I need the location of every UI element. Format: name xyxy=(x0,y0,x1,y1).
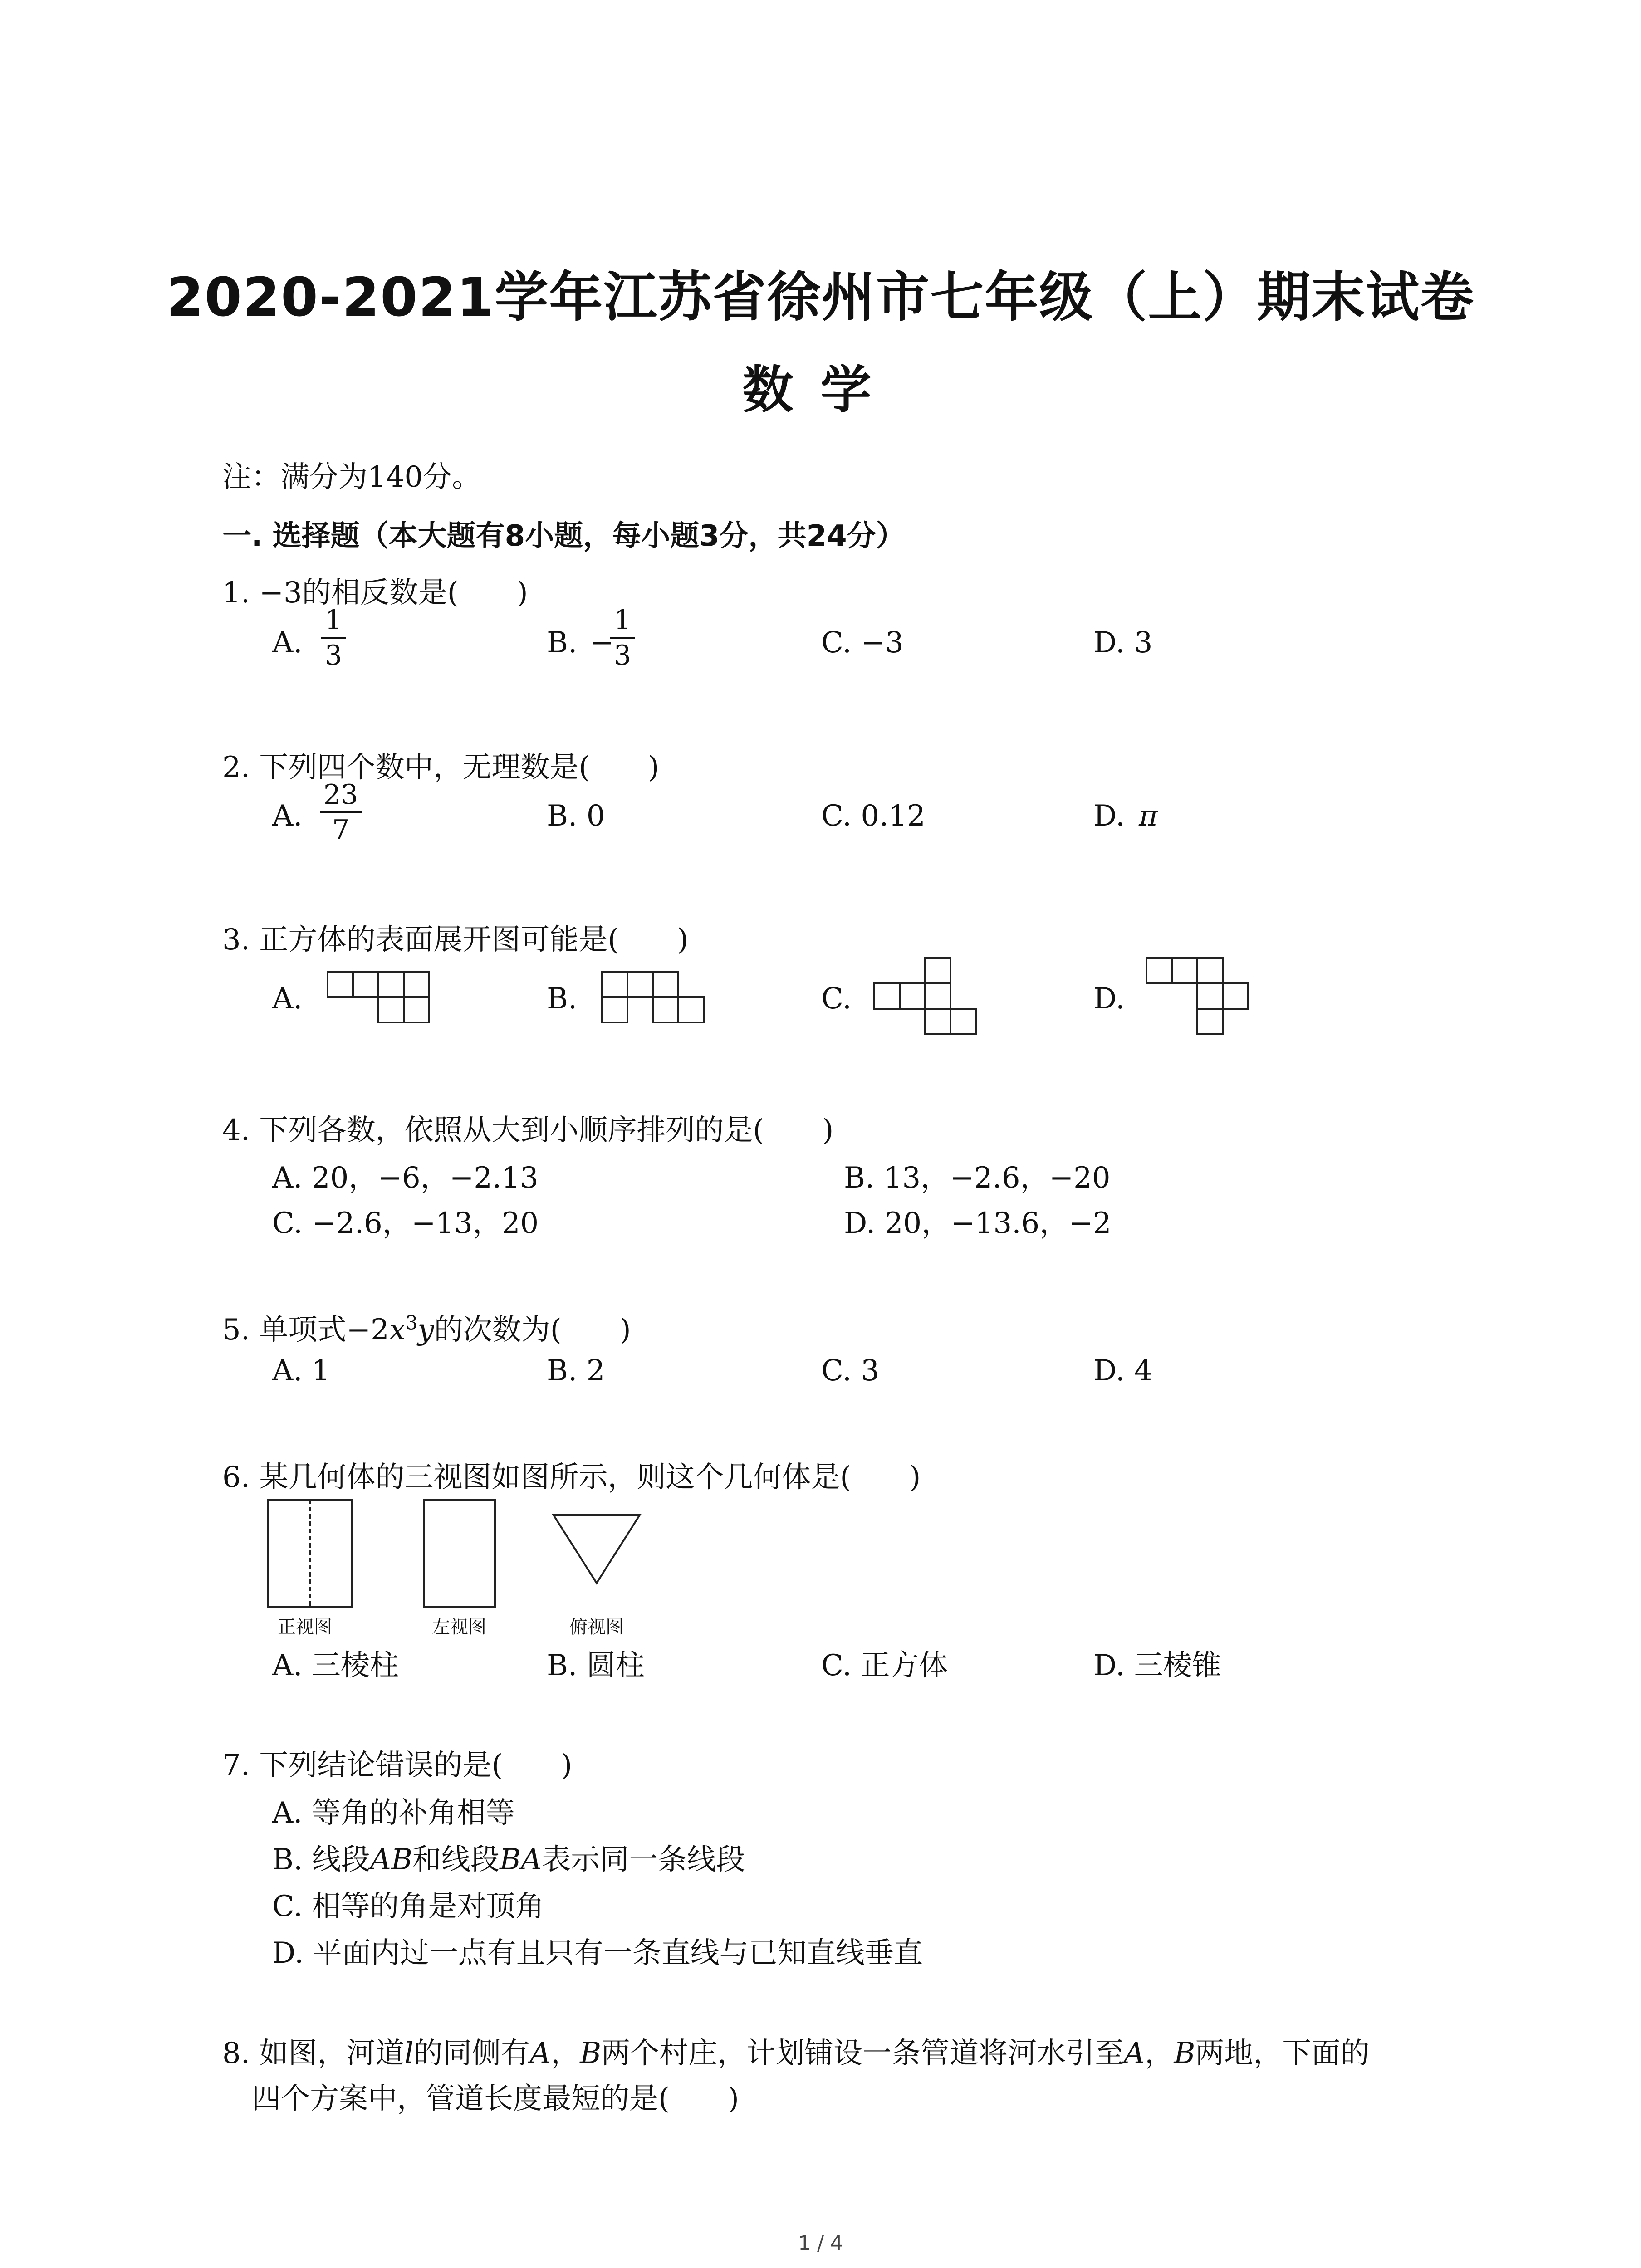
q7-b-prefix: B. 线段 xyxy=(272,1843,370,1877)
q1-option-a-fraction xyxy=(321,603,346,672)
q4-option-d: D. 20，−13.6，−2 xyxy=(844,1207,1112,1240)
q2-stem: 2. 下列四个数中，无理数是( ) xyxy=(222,751,660,784)
section-heading: 一. 选择题（本大题有8小题，每小题3分，共24分） xyxy=(222,519,905,553)
q5-var-y: y xyxy=(417,1313,434,1347)
q3-stem: 3. 正方体的表面展开图可能是( ) xyxy=(222,923,689,957)
q8-village-a: A xyxy=(529,2037,551,2070)
q3-option-c-net-figure xyxy=(873,957,982,1043)
q2-option-b: B. 0 xyxy=(547,799,605,833)
q4-option-a: A. 20，−6，−2.13 xyxy=(272,1161,539,1195)
q5-option-d: D. 4 xyxy=(1093,1354,1153,1388)
q1-stem: 1. −3的相反数是( ) xyxy=(222,576,528,610)
q1-option-d: D. 3 xyxy=(1093,626,1153,660)
q2-option-d-label: D. xyxy=(1093,799,1125,833)
left-view-rect xyxy=(424,1500,495,1607)
q1-option-b-fraction xyxy=(610,603,635,672)
q8-village-b-2: B xyxy=(1174,2037,1195,2070)
page-title: 2020-2021学年江苏省徐州市七年级（上）期末试卷 xyxy=(166,266,1475,328)
q6-caption-front: 正视图 xyxy=(278,1617,332,1637)
q4-option-b: B. 13，−2.6，−20 xyxy=(844,1161,1111,1195)
q7-b-suffix: 表示同一条线段 xyxy=(542,1843,745,1877)
q5-stem-prefix: 5. 单项式−2 xyxy=(222,1313,389,1347)
q7-option-b xyxy=(272,1836,745,1878)
q1-option-c: C. −3 xyxy=(821,626,904,660)
q7-stem: 7. 下列结论错误的是( ) xyxy=(222,1749,573,1782)
q8-village-b: B xyxy=(580,2037,602,2070)
q8-stem-line2: 四个方案中，管道长度最短的是( ) xyxy=(252,2082,739,2116)
q1-option-a-label: A. xyxy=(272,626,303,660)
q1-option-b-label: B. xyxy=(547,626,578,660)
q2-option-d-pi: π xyxy=(1139,799,1158,833)
q1-a-numerator: 1 xyxy=(325,604,343,636)
q3-option-b-label: B. xyxy=(547,982,578,1016)
q2-a-denominator: 7 xyxy=(332,814,350,846)
q8-comma-2: ， xyxy=(1145,2037,1174,2070)
q3-option-a-net-figure xyxy=(327,971,436,1030)
q7-option-c: C. 相等的角是对顶角 xyxy=(272,1890,544,1923)
q7-option-a: A. 等角的补角相等 xyxy=(272,1796,515,1830)
q7-option-d: D. 平面内过一点有且只有一条直线与已知直线垂直 xyxy=(272,1936,923,1970)
q5-option-b: B. 2 xyxy=(547,1354,605,1388)
q6-caption-top: 俯视图 xyxy=(569,1617,624,1637)
q8-stem-line1 xyxy=(222,2030,1369,2072)
top-view-triangle xyxy=(554,1515,640,1583)
q6-three-views-figure xyxy=(263,1497,671,1615)
q1-b-numerator: 1 xyxy=(614,604,632,636)
q4-stem: 4. 下列各数，依照从大到小顺序排列的是( ) xyxy=(222,1114,834,1147)
q1-option-b-sign: − xyxy=(590,626,614,660)
q6-option-d: D. 三棱锥 xyxy=(1093,1649,1221,1682)
q6-caption-left: 左视图 xyxy=(432,1617,486,1637)
q5-exponent: 3 xyxy=(405,1311,418,1334)
q1-b-denominator: 3 xyxy=(614,640,632,671)
q2-a-numerator: 23 xyxy=(323,779,358,811)
q2-option-a-label: A. xyxy=(272,799,303,833)
q8-text-1: 8. 如图，河道 xyxy=(222,2037,405,2070)
q7-b-segment-ab: AB xyxy=(370,1843,412,1877)
page-number: 1 / 4 xyxy=(798,2232,843,2255)
q8-comma-1: ， xyxy=(551,2037,580,2070)
q8-text-3: 两个村庄，计划铺设一条管道将河水引至 xyxy=(601,2037,1124,2070)
q5-stem xyxy=(222,1306,631,1348)
q7-b-middle: 和线段 xyxy=(412,1843,500,1877)
q3-option-b-net-figure xyxy=(601,971,710,1030)
q2-option-c: C. 0.12 xyxy=(821,799,926,833)
q8-river-l: l xyxy=(404,2037,414,2070)
q6-option-b: B. 圆柱 xyxy=(547,1649,645,1682)
q4-option-c: C. −2.6，−13，20 xyxy=(272,1207,539,1240)
q3-option-a-label: A. xyxy=(272,982,303,1016)
q3-option-d-label: D. xyxy=(1093,982,1125,1016)
q8-village-a-2: A xyxy=(1124,2037,1145,2070)
q6-stem: 6. 某几何体的三视图如图所示，则这个几何体是( ) xyxy=(222,1461,921,1494)
q3-option-d-net-figure xyxy=(1146,957,1254,1043)
q2-option-a-fraction xyxy=(320,778,362,847)
q7-b-segment-ba: BA xyxy=(499,1843,542,1877)
q3-option-c-label: C. xyxy=(821,982,852,1016)
q8-text-2: 的同侧有 xyxy=(413,2037,530,2070)
q8-text-4: 两地，下面的 xyxy=(1195,2037,1370,2070)
q5-stem-suffix: 的次数为( ) xyxy=(434,1313,631,1347)
q6-option-a: A. 三棱柱 xyxy=(272,1649,399,1682)
q5-option-c: C. 3 xyxy=(821,1354,880,1388)
subject-title: 数学 xyxy=(742,361,899,420)
q6-option-c: C. 正方体 xyxy=(821,1649,948,1682)
score-note: 注：满分为140分。 xyxy=(222,460,481,494)
q5-option-a: A. 1 xyxy=(272,1354,330,1388)
q5-var-x: x xyxy=(389,1313,406,1347)
q1-a-denominator: 3 xyxy=(325,640,343,671)
